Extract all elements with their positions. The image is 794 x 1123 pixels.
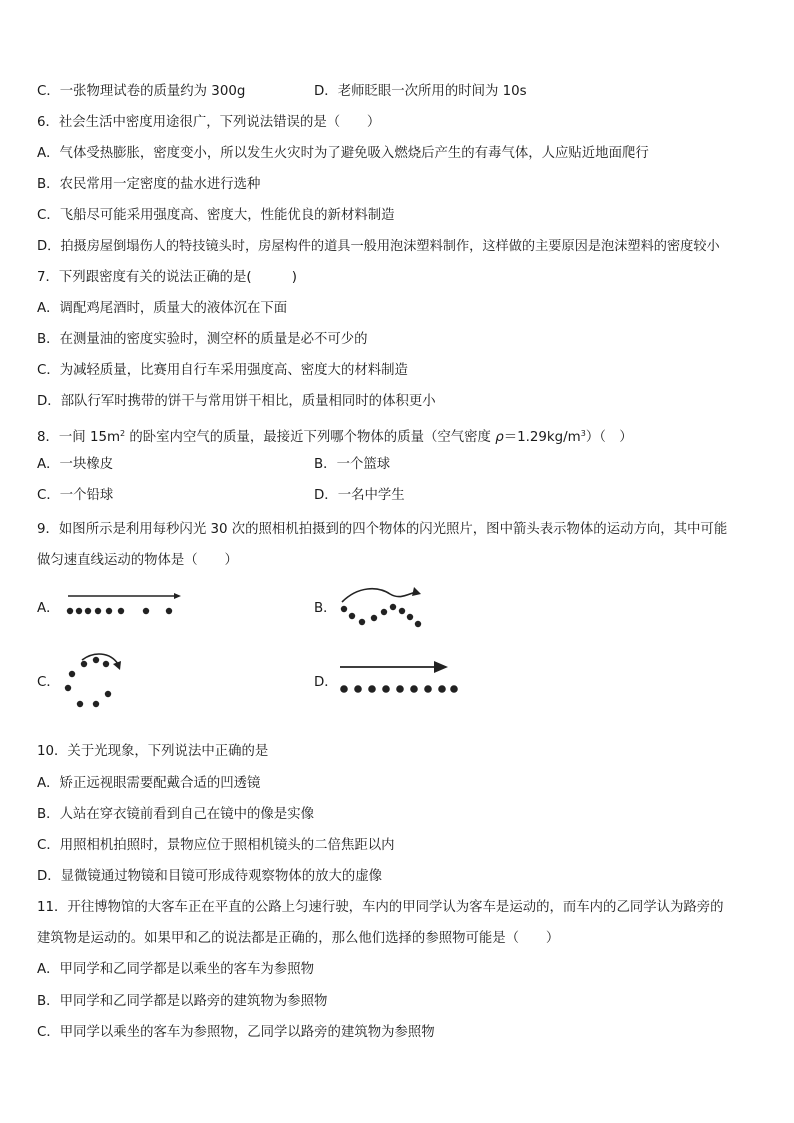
q8-stem-value: ＝1.29kg/m xyxy=(503,430,581,445)
q10-stem: 10．关于光现象，下列说法中正确的是 xyxy=(37,744,269,759)
flash-dot xyxy=(166,608,172,614)
q6-stem: 6．社会生活中密度用途很广，下列说法错误的是（ ） xyxy=(37,115,381,130)
q10-option-c: C．用照相机拍照时，景物应位于照相机镜头的二倍焦距以内 xyxy=(37,838,395,853)
q8-option-a: A．一块橡皮 xyxy=(37,457,114,472)
q6-option-b: B．农民常用一定密度的盐水进行选种 xyxy=(37,177,261,192)
flash-dot xyxy=(450,685,458,693)
q9-stem-line2: 做匀速直线运动的物体是（ ） xyxy=(37,553,238,568)
flash-dot xyxy=(77,701,83,707)
flash-dot xyxy=(341,606,347,612)
flash-dot xyxy=(410,685,418,693)
q9-figure-c xyxy=(60,650,128,714)
flash-dot xyxy=(93,701,99,707)
q7-stem: 7．下列跟密度有关的说法正确的是( ) xyxy=(37,270,297,285)
q6-option-a: A．气体受热膨胀，密度变小，所以发生火灾时为了避免吸入燃烧后产生的有毒气体，人应贴近地面爬行 xyxy=(37,146,649,161)
arrow-head xyxy=(412,587,421,596)
flash-dot xyxy=(105,691,111,697)
flash-dot xyxy=(69,671,75,677)
flash-dot xyxy=(65,685,71,691)
flash-dot xyxy=(371,615,377,621)
q7-option-b: B．在测量油的密度实验时，测空杯的质量是必不可少的 xyxy=(37,332,368,347)
q11-stem-line1: 11．开往博物馆的大客车正在平直的公路上匀速行驶，车内的甲同学认为客车是运动的，而车内的乙同学认为路旁的 xyxy=(37,900,724,915)
q7-option-d: D．部队行军时携带的饼干与常用饼干相比，质量相同时的体积更小 xyxy=(37,394,436,409)
q8-stem-rho: ρ xyxy=(495,430,504,445)
q9-label-d: D． xyxy=(314,675,338,690)
flash-dot xyxy=(368,685,376,693)
flash-dot xyxy=(354,685,362,693)
q11-option-a: A．甲同学和乙同学都是以乘坐的客车为参照物 xyxy=(37,962,314,977)
flash-dot xyxy=(438,685,446,693)
q9-label-c: C． xyxy=(37,675,60,690)
q10-option-a: A．矫正远视眼需要配戴合适的凹透镜 xyxy=(37,776,261,791)
q11-option-c: C．甲同学以乘坐的客车为参照物，乙同学以路旁的建筑物为参照物 xyxy=(37,1025,435,1040)
q5-option-c: C．一张物理试卷的质量约为 300g xyxy=(37,84,246,99)
flash-dot xyxy=(81,661,87,667)
flash-dot xyxy=(95,608,101,614)
flash-dot xyxy=(407,614,413,620)
q8-stem-pre: 8．一间 15m xyxy=(37,430,121,445)
flash-dot xyxy=(382,685,390,693)
q9-label-a: A． xyxy=(37,601,60,616)
q8-stem-sup-volume: 3 xyxy=(580,429,586,438)
q9-label-b: B． xyxy=(314,601,337,616)
flash-dot xyxy=(381,609,387,615)
q8-stem-mid: 的卧室内空气的质量，最接近下列哪个物体的质量（空气密度 xyxy=(125,430,496,445)
q7-option-a: A．调配鸡尾酒时，质量大的液体沉在下面 xyxy=(37,301,288,316)
q9-figure-a xyxy=(62,588,186,622)
q8-stem xyxy=(37,425,633,447)
flash-dot xyxy=(143,608,149,614)
q6-option-d: D．拍摄房屋倒塌伤人的特技镜头时，房屋构件的道具一般用泡沫塑料制作，这样做的主要原因是泡沫塑料的密度较小 xyxy=(37,239,720,254)
flash-dot xyxy=(103,661,109,667)
flash-dot xyxy=(424,685,432,693)
q5-option-d: D．老师眨眼一次所用的时间为 10s xyxy=(314,84,527,99)
flash-dot xyxy=(390,604,396,610)
flash-dot xyxy=(106,608,112,614)
q9-figure-b xyxy=(334,584,430,632)
flash-dot xyxy=(118,608,124,614)
arrow-head xyxy=(174,593,181,599)
flash-dot xyxy=(349,613,355,619)
q11-stem-line2: 建筑物是运动的。如果甲和乙的说法都是正确的，那么他们选择的参照物可能是（ ） xyxy=(37,931,560,946)
q9-stem-line1: 9．如图所示是利用每秒闪光 30 次的照相机拍摄到的四个物体的闪光照片，图中箭头表示物体的运动方向，其中可能 xyxy=(37,522,728,537)
flash-dot xyxy=(76,608,82,614)
q8-stem-end: ）（ ） xyxy=(585,430,633,445)
arrow-curve xyxy=(82,654,118,664)
q6-option-c: C．飞船尽可能采用强度高、密度大，性能优良的新材料制造 xyxy=(37,208,395,223)
flash-dot xyxy=(399,608,405,614)
q9-figure-d xyxy=(336,658,464,696)
flash-dot xyxy=(93,657,99,663)
q8-stem-sup-area: 2 xyxy=(120,429,126,438)
flash-dot xyxy=(359,619,365,625)
flash-dot xyxy=(396,685,404,693)
q11-option-b: B．甲同学和乙同学都是以路旁的建筑物为参照物 xyxy=(37,994,328,1009)
flash-dot xyxy=(415,621,421,627)
flash-dot xyxy=(340,685,348,693)
q10-option-b: B．人站在穿衣镜前看到自己在镜中的像是实像 xyxy=(37,807,314,822)
q8-option-d: D．一名中学生 xyxy=(314,488,405,503)
q7-option-c: C．为减轻质量，比赛用自行车采用强度高、密度大的材料制造 xyxy=(37,363,408,378)
arrow-head xyxy=(434,661,448,673)
flash-dot xyxy=(85,608,91,614)
q8-option-b: B．一个篮球 xyxy=(314,457,391,472)
flash-dot xyxy=(67,608,73,614)
q10-option-d: D．显微镜通过物镜和目镜可形成待观察物体的放大的虚像 xyxy=(37,869,383,884)
arrow-curve xyxy=(342,589,416,602)
q8-option-c: C．一个铅球 xyxy=(37,488,114,503)
